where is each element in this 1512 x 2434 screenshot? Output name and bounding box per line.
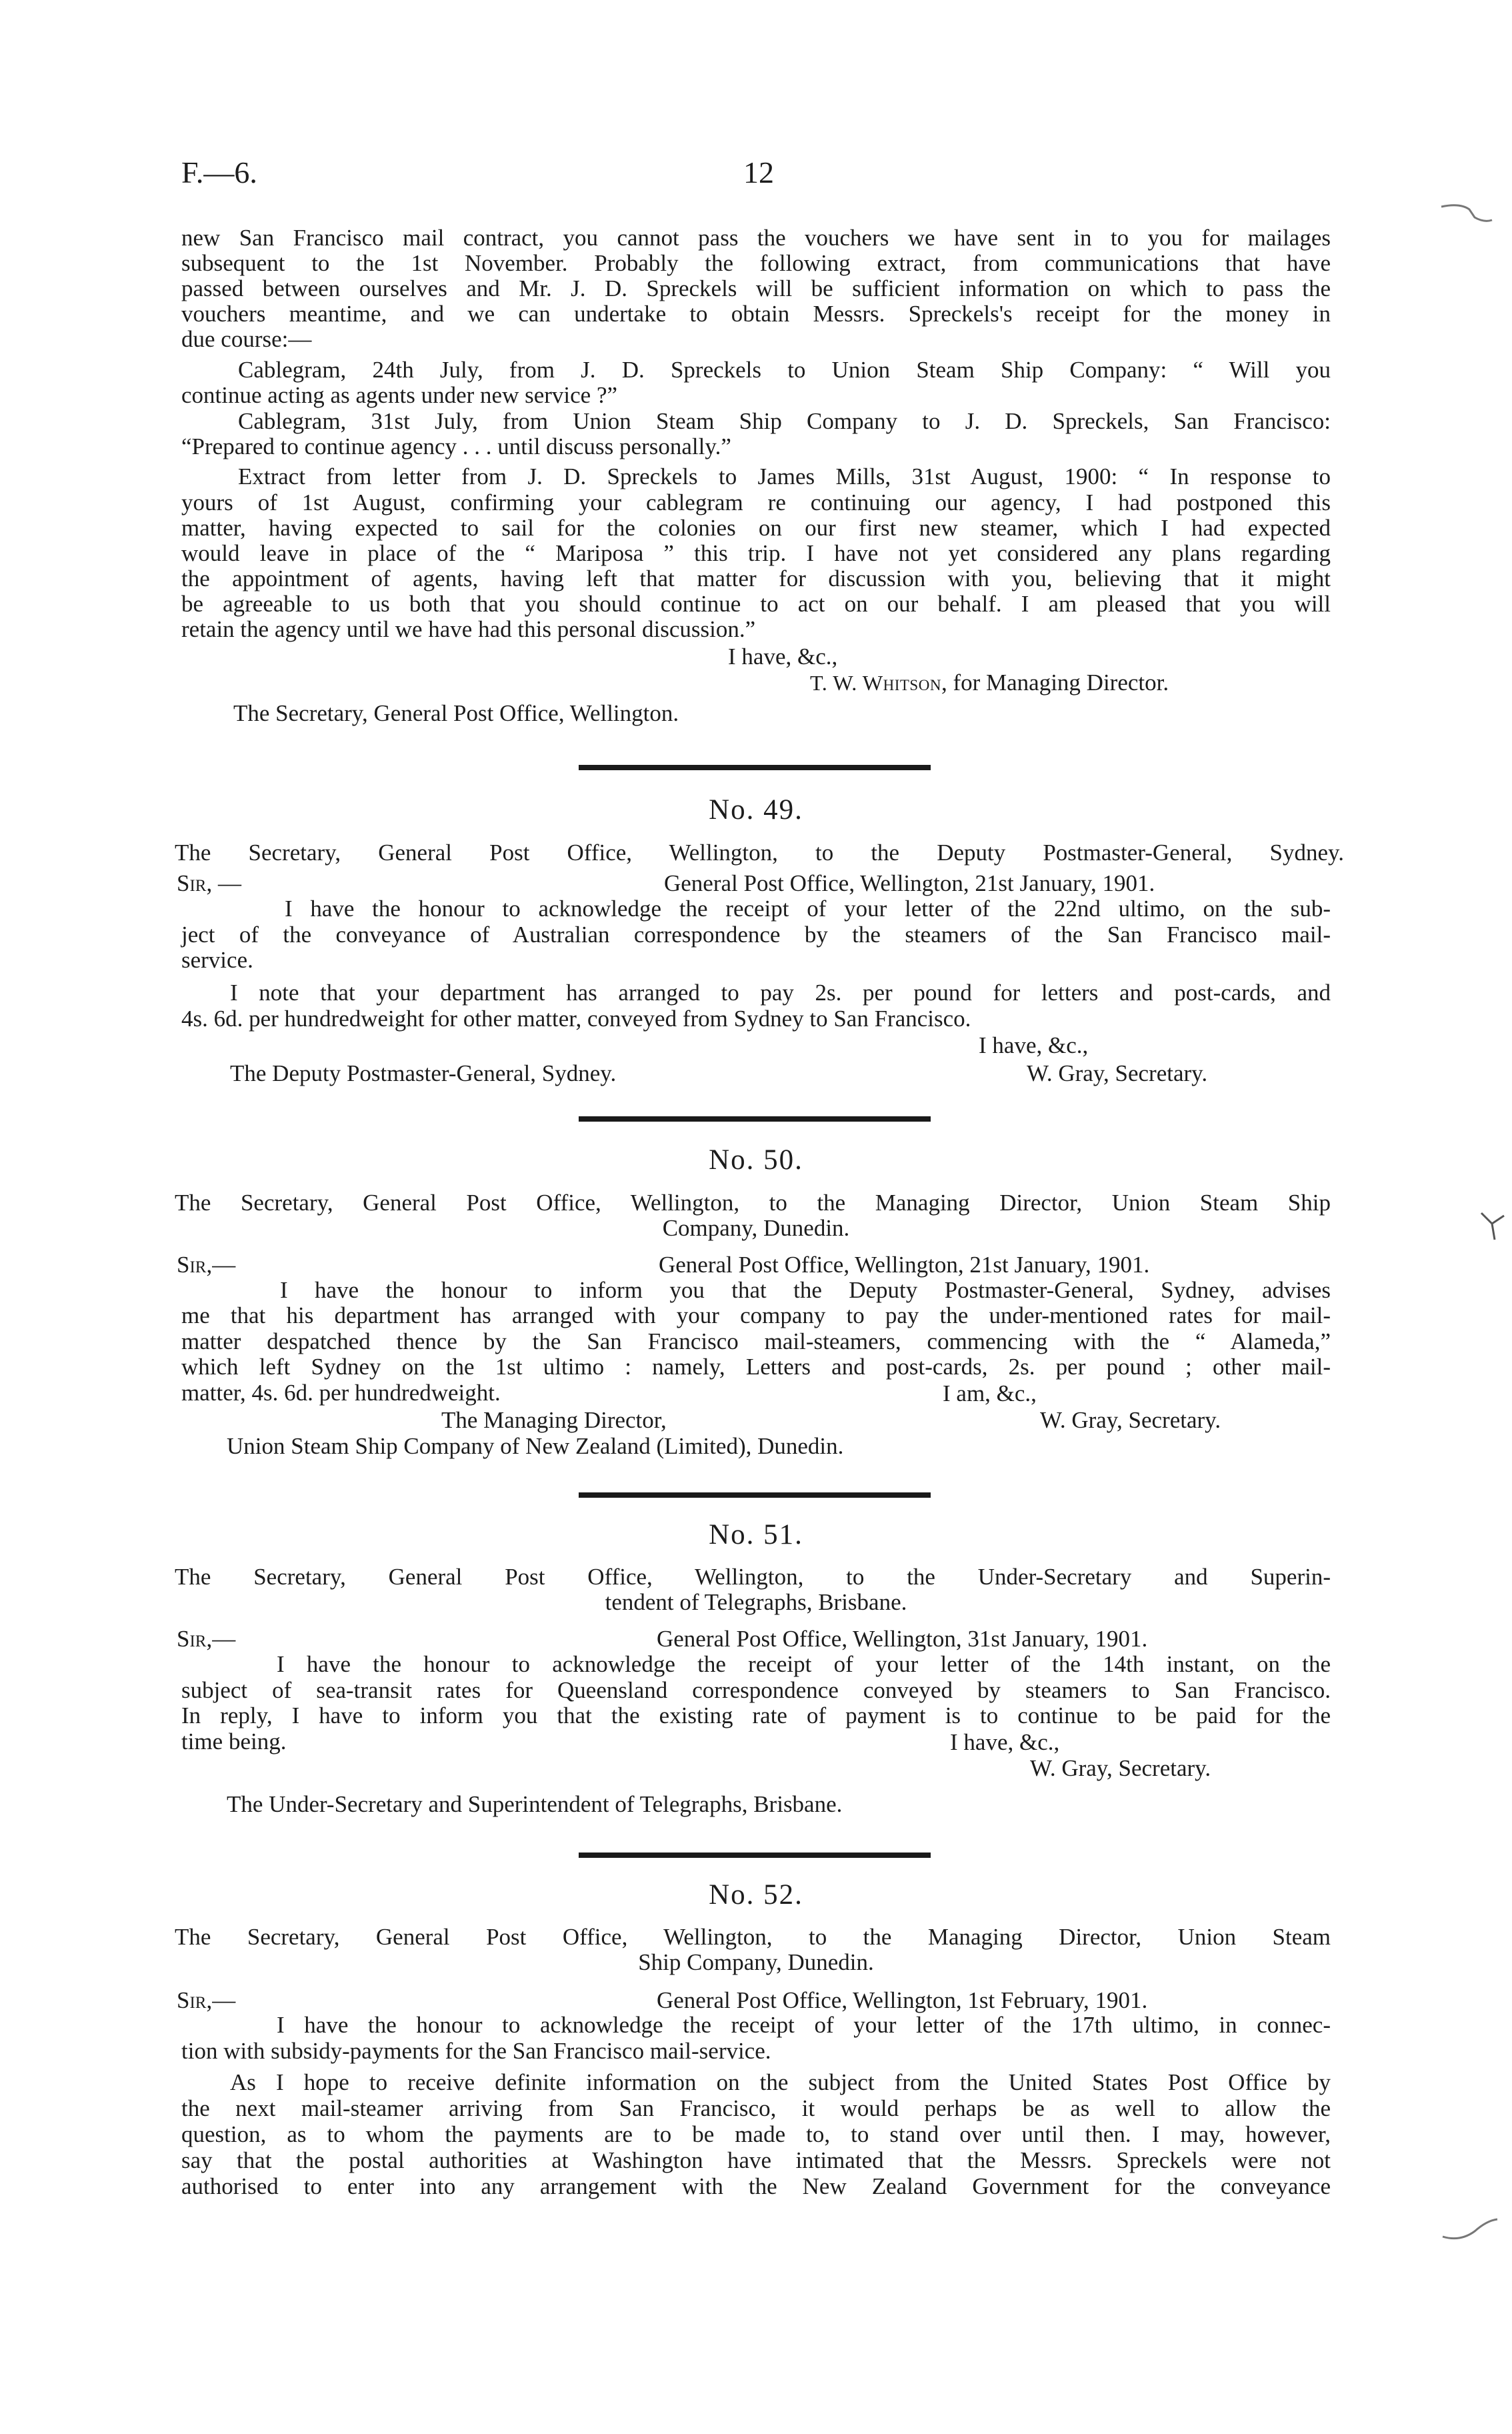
margin-mark-top [1440,200,1493,227]
intro-line: passed between ourselves and Mr. J. D. Spreckels will be sufficient information on which to pass the [181,275,1331,301]
letter-address: Ship Company, Dunedin. [638,1949,874,1975]
section-divider [579,1116,931,1122]
letter-number: No. 52. [709,1879,803,1911]
body-line: service. [181,947,253,973]
body-line: say that the postal authorities at Washington have intimated that the Messrs. Spreckels were not [181,2147,1331,2173]
section-divider [579,765,931,770]
signature-role: , for Managing Director. [941,670,1169,696]
recipient: The Under-Secretary and Superintendent of Telegraphs, Brisbane. [227,1791,843,1817]
intro-line: vouchers meantime, and we can undertake to obtain Messrs. Spreckels's receipt for the money in [181,301,1331,327]
letter-address: The Secretary, General Post Office, Wellington, to the Deputy Postmaster-General, Sydney. [175,840,1344,866]
salutation: Sir,— [177,1987,236,2013]
letter-address: tendent of Telegraphs, Brisbane. [605,1589,907,1615]
letter-number: No. 49. [709,794,803,826]
closing: I am, &c., [943,1380,1037,1406]
body-line: I have the honour to acknowledge the receipt of your letter of the 14th instant, on the [277,1651,1331,1677]
signature: W. Gray, Secretary. [1040,1407,1221,1433]
intro-line: Cablegram, 31st July, from Union Steam Ship Company to J. D. Spreckels, San Francisco: [238,408,1331,434]
body-line: As I hope to receive definite information on the subject from the United States Post Office by [230,2069,1331,2095]
body-line: question, as to whom the payments are to be made to, to stand over until then. I may, however, [181,2121,1331,2147]
intro-line: subsequent to the 1st November. Probably the following extract, from communications that have [181,250,1331,276]
body-line: subject of sea-transit rates for Queensland correspondence conveyed by steamers to San Francisco. [181,1677,1331,1703]
body-line: I have the honour to acknowledge the receipt of your letter of the 22nd ultimo, on the sub- [285,896,1331,922]
dateline: General Post Office, Wellington, 21st January, 1901. [659,1252,1150,1278]
intro-line: due course:— [181,326,312,352]
body-line: time being. [181,1728,287,1754]
intro-line: matter, having expected to sail for the colonies on our first new steamer, which I had expected [181,515,1331,541]
body-line: me that his department has arranged with your company to pay the under-mentioned rates for mail- [181,1302,1331,1328]
body-line: ject of the conveyance of Australian correspondence by the steamers of the San Francisco mail- [181,922,1331,948]
section-divider [579,1492,931,1498]
margin-mark-bottom [1440,2207,1500,2247]
body-line: I have the honour to inform you that the Deputy Postmaster-General, Sydney, advises [280,1277,1331,1303]
letter-number: No. 50. [709,1144,803,1176]
body-line: In reply, I have to inform you that the existing rate of payment is to continue to be paid for the [181,1702,1331,1728]
intro-line: Extract from letter from J. D. Spreckels to James Mills, 31st August, 1900: “ In response to [238,463,1331,489]
recipient: The Deputy Postmaster-General, Sydney. [230,1060,617,1086]
intro-closing: I have, &c., [728,644,838,670]
intro-line: continue acting as agents under new service ?” [181,382,618,408]
recipient: The Managing Director, [441,1407,667,1433]
dateline: General Post Office, Wellington, 21st January, 1901. [664,870,1155,896]
intro-line: Cablegram, 24th July, from J. D. Spreckels to Union Steam Ship Company: “ Will you [238,357,1331,383]
intro-line: would leave in place of the “ Mariposa ” this trip. I have not yet considered any plans regarding [181,540,1331,566]
letter-address: The Secretary, General Post Office, Wellington, to the Managing Director, Union Steam Ship [175,1190,1331,1216]
dateline: General Post Office, Wellington, 1st February, 1901. [657,1987,1148,2013]
body-line: 4s. 6d. per hundredweight for other matter, conveyed from Sydney to San Francisco. [181,1006,971,1032]
margin-mark-middle [1480,1210,1507,1244]
intro-line: yours of 1st August, confirming your cablegram re continuing our agency, I had postponed this [181,489,1331,515]
salutation: Sir,— [177,1252,236,1278]
intro-addressee: The Secretary, General Post Office, Wellington. [233,700,679,726]
intro-line: “Prepared to continue agency . . . until discuss personally.” [181,433,731,459]
salutation: Sir,— [177,1626,236,1652]
closing: I have, &c., [979,1032,1089,1058]
intro-line: retain the agency until we have had this personal discussion.” [181,616,756,642]
page-reference: F.—6. [181,155,257,189]
page-number: 12 [743,155,774,189]
body-line: I note that your department has arranged to pay 2s. per pound for letters and post-cards, and [230,980,1331,1006]
dateline: General Post Office, Wellington, 31st January, 1901. [657,1626,1148,1652]
intro-signature [810,670,1169,696]
body-line: I have the honour to acknowledge the receipt of your letter of the 17th ultimo, in connec- [277,2012,1331,2038]
section-divider [579,1853,931,1858]
body-line: matter, 4s. 6d. per hundredweight. [181,1380,501,1406]
intro-line: the appointment of agents, having left that matter for discussion with you, believing that it might [181,565,1331,591]
letter-number: No. 51. [709,1519,803,1550]
signature-name: T. W. Whitson [810,671,941,695]
body-line: which left Sydney on the 1st ultimo : namely, Letters and post-cards, 2s. per pound ; other mail- [181,1354,1331,1380]
closing: I have, &c., [950,1729,1060,1755]
body-line: matter despatched thence by the San Francisco mail-steamers, commencing with the “ Alameda,” [181,1328,1331,1354]
recipient: Union Steam Ship Company of New Zealand (Limited), Dunedin. [227,1433,844,1459]
letter-address: The Secretary, General Post Office, Wellington, to the Managing Director, Union Steam [175,1924,1331,1950]
body-line: the next mail-steamer arriving from San Francisco, it would perhaps be as well to allow the [181,2095,1331,2121]
body-line: tion with subsidy-payments for the San Francisco mail-service. [181,2038,771,2064]
letter-address: Company, Dunedin. [662,1215,850,1241]
signature: W. Gray, Secretary. [1030,1755,1211,1781]
signature: W. Gray, Secretary. [1027,1060,1208,1086]
intro-line: new San Francisco mail contract, you cannot pass the vouchers we have sent in to you for mailages [181,225,1331,251]
body-line: authorised to enter into any arrangement with the New Zealand Government for the conveyance [181,2173,1331,2199]
intro-line: be agreeable to us both that you should continue to act on our behalf. I am pleased that you will [181,591,1331,617]
salutation: Sir, — [177,870,241,896]
letter-address: The Secretary, General Post Office, Wellington, to the Under-Secretary and Superin- [175,1564,1331,1590]
